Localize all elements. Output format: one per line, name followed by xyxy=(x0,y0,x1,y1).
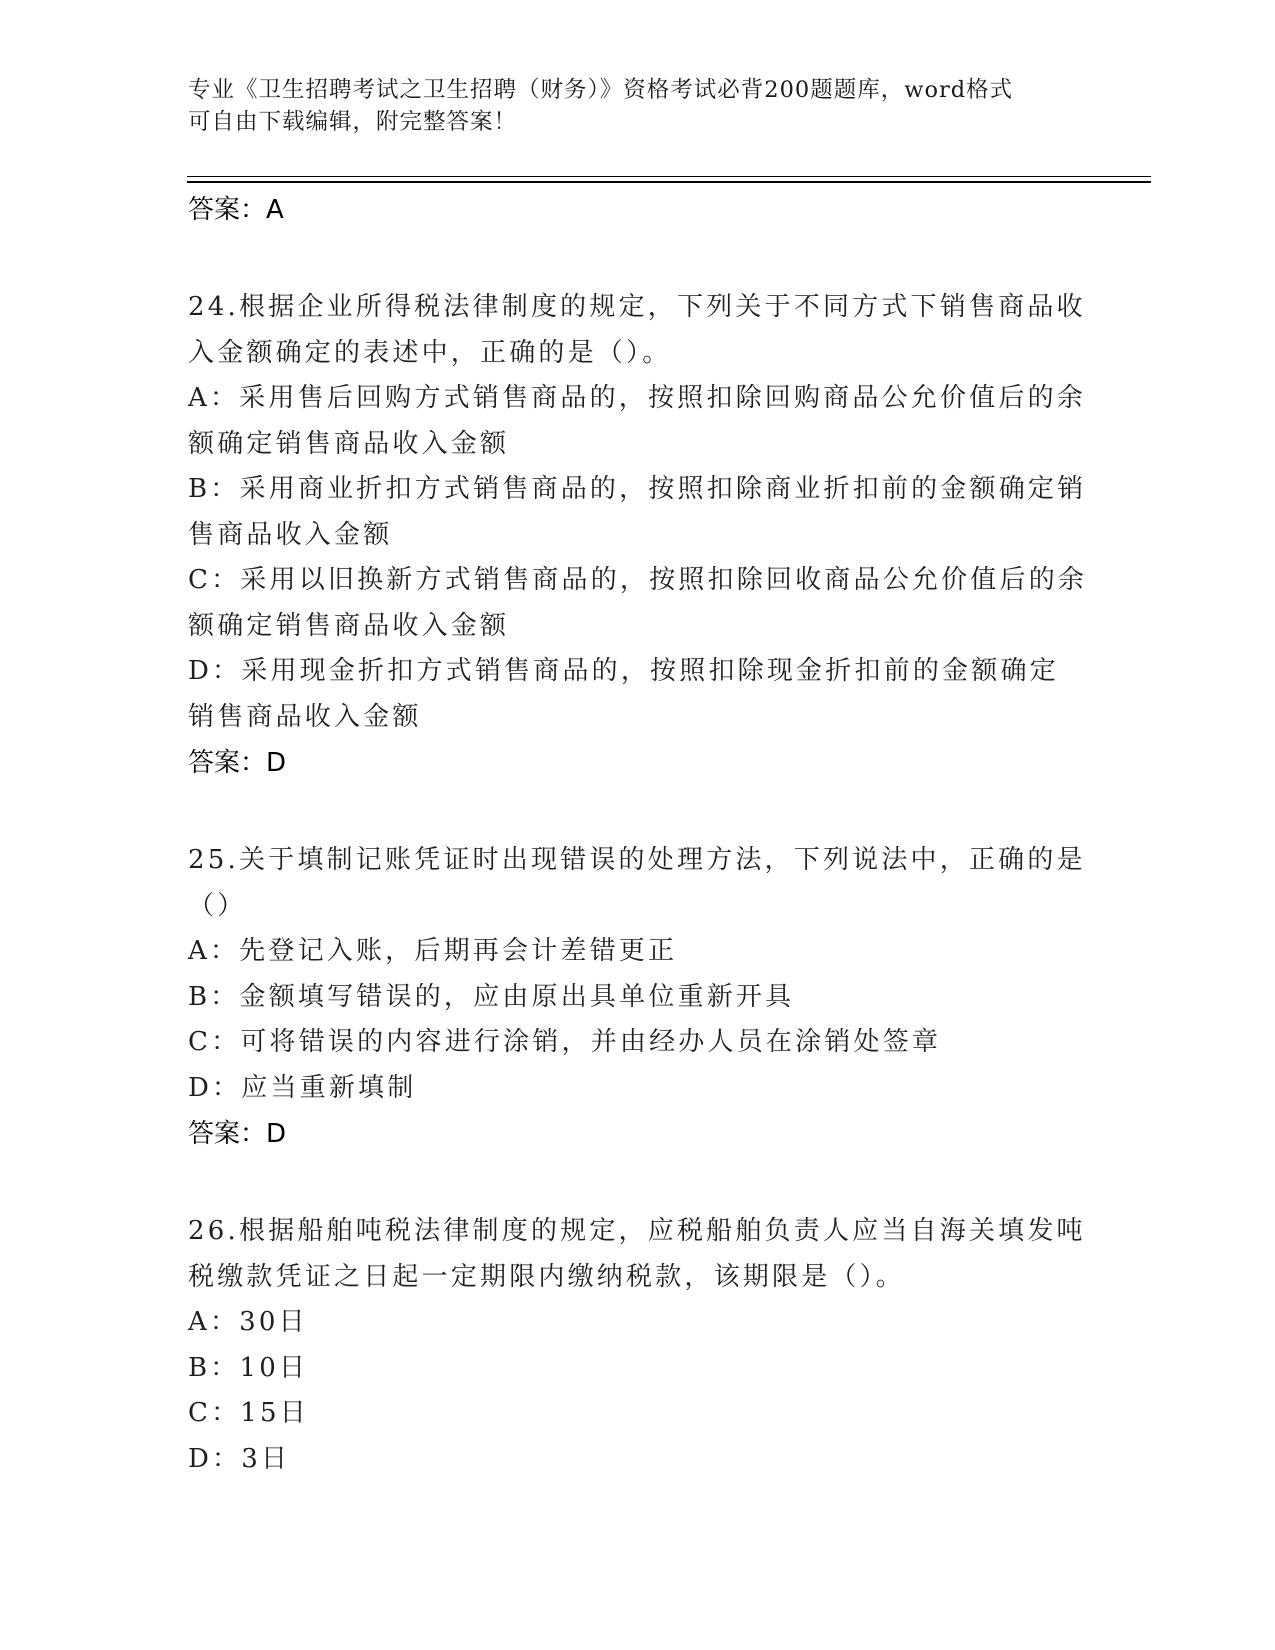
option-b: B：金额填写错误的，应由原出具单位重新开具 xyxy=(188,981,795,1012)
question-25 xyxy=(188,838,1088,1157)
option-d: D：3日 xyxy=(188,1443,291,1474)
answer-line: 答案：D xyxy=(188,1119,287,1149)
question-stem: 25.关于填制记账凭证时出现错误的处理方法，下列说法中，正确的是（） xyxy=(188,845,1086,921)
question-stem: 24.根据企业所得税法律制度的规定，下列关于不同方式下销售商品收入金额确定的表述中，正确的是（）。 xyxy=(188,292,1086,368)
header-line-2: 可自由下载编辑，附完整答案！ xyxy=(188,109,518,135)
header-divider-thin xyxy=(187,176,1151,177)
option-c: C：15日 xyxy=(188,1398,309,1428)
option-b: B：10日 xyxy=(188,1352,309,1383)
spacer xyxy=(188,786,1088,838)
option-a: A：采用售后回购方式销售商品的，按照扣除回购商品公允价值后的余额确定销售商品收入金额 xyxy=(188,383,1086,459)
previous-answer: 答案：A xyxy=(188,195,284,225)
answer-line: 答案：D xyxy=(188,748,287,778)
header-divider-thick xyxy=(187,181,1151,183)
question-24 xyxy=(188,285,1088,786)
option-d: D：应当重新填制 xyxy=(188,1072,417,1103)
option-a: A：30日 xyxy=(188,1307,308,1337)
option-d: D：采用现金折扣方式销售商品的，按照扣除现金折扣前的金额确定销售商品收入金额 xyxy=(188,656,1059,732)
header-line-1: 专业《卫生招聘考试之卫生招聘（财务）》资格考试必背200题题库，word格式 xyxy=(188,77,1014,103)
option-c: C：可将错误的内容进行涂销，并由经办人员在涂销处签章 xyxy=(188,1027,942,1057)
document-header xyxy=(188,74,1068,138)
option-a: A：先登记入账，后期再会计差错更正 xyxy=(188,936,678,966)
question-stem: 26.根据船舶吨税法律制度的规定，应税船舶负责人应当自海关填发吨税缴款凭证之日起一定期限内缴纳税款，该期限是（）。 xyxy=(188,1216,1086,1292)
option-b: B：采用商业折扣方式销售商品的，按照扣除商业折扣前的金额确定销售商品收入金额 xyxy=(188,474,1087,550)
spacer xyxy=(188,233,1088,285)
question-list xyxy=(188,187,1088,1482)
spacer xyxy=(188,1157,1088,1209)
question-26 xyxy=(188,1209,1088,1482)
option-c: C：采用以旧换新方式销售商品的，按照扣除回收商品公允价值后的余额确定销售商品收入金额 xyxy=(188,565,1088,641)
